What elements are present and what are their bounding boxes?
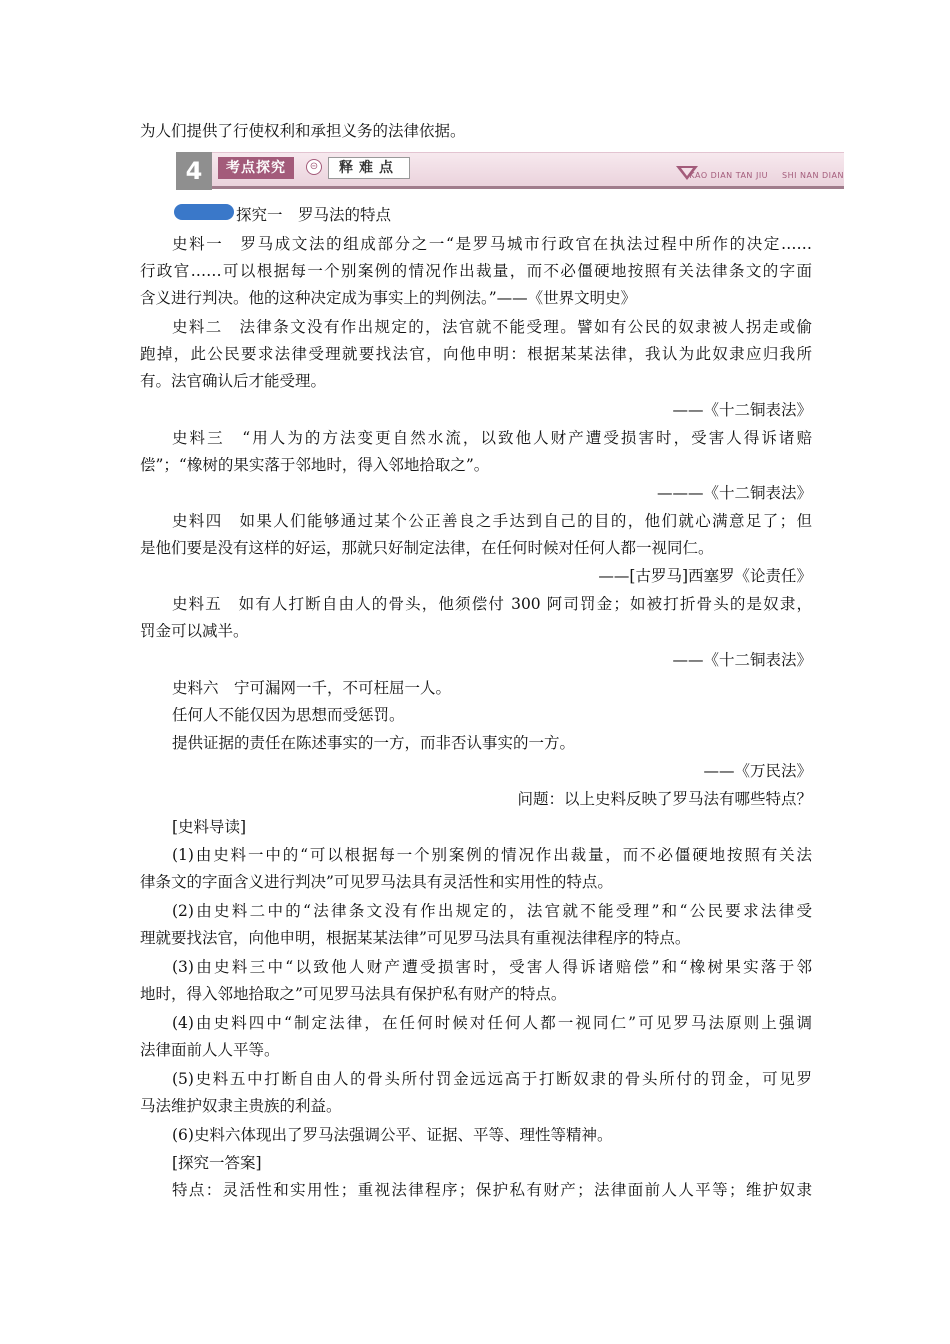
source-line: ——《十二铜表法》 — [672, 401, 812, 419]
text-line: 理就要找法官，向他申明，根据某某法律”可见罗马法具有重视法律程序的特点。 — [140, 929, 691, 947]
banner-english — [689, 171, 844, 180]
banner-english-2: SHI NAN DIAN — [782, 171, 844, 180]
text-line: 是他们要是没有这样的好运，那就只好制定法律，在任何时候对任何人都一视同仁。 — [140, 539, 714, 557]
text-line: 偿”；“橡树的果实落于邻地时，得入邻地拾取之”。 — [140, 456, 490, 474]
source-line: ——[古罗马]西塞罗《论责任》 — [598, 567, 812, 585]
text-line: 马法维护奴隶主贵族的利益。 — [140, 1097, 342, 1115]
text-line: (6)史料六体现出了罗马法强调公平、证据、平等、理性等精神。 — [172, 1126, 613, 1144]
banner-underline — [212, 186, 844, 189]
text-line: (3)由史料三中“以致他人财产遭受损害时，受害人得诉诸赔偿”和“橡树果实落于邻 — [172, 958, 812, 976]
text-line: 史料三 “用人为的方法变更自然水流，以致他人财产遭受损害时，受害人得诉诸赔 — [172, 429, 812, 447]
text-line: 地时，得入邻地拾取之”可见罗马法具有保护私有财产的特点。 — [140, 985, 567, 1003]
text-line: 史料一 罗马成文法的组成部分之一“是罗马城市行政官在执法过程中所作的决定…… — [172, 235, 812, 253]
banner-title: 释难点 — [328, 157, 410, 179]
text-line: 任何人不能仅因为思想而受惩罚。 — [172, 706, 405, 724]
text-line: 史料四 如果人们能够通过某个公正善良之手达到自己的目的，他们就心满意足了；但 — [172, 512, 812, 530]
source-line: ———《十二铜表法》 — [656, 484, 812, 502]
text-line: 有。法官确认后才能受理。 — [140, 372, 327, 390]
text-line: (5)史料五中打断自由人的骨头所付罚金远远高于打断奴隶的骨头所付的罚金，可见罗 — [172, 1070, 812, 1088]
source-line: ——《十二铜表法》 — [672, 651, 812, 669]
text-line: 法律面前人人平等。 — [140, 1041, 280, 1059]
intro-line: 为人们提供了行使权利和承担义务的法律依据。 — [140, 122, 466, 140]
banner-number: 4 — [176, 152, 212, 190]
text-line: 特点：灵活性和实用性；重视法律程序；保护私有财产；法律面前人人平等；维护奴隶 — [172, 1181, 812, 1199]
arrow-circle-icon: ⊝ — [306, 159, 322, 175]
question-line: 问题：以上史料反映了罗马法有哪些特点？ — [517, 790, 812, 808]
section-title: 探究一 罗马法的特点 — [236, 206, 392, 224]
text-line: 含义进行判决。他的这种决定成为事实上的判例法。”——《世界文明史》 — [140, 289, 637, 307]
banner-english-1: KAO DIAN TAN JIU — [689, 171, 769, 180]
text-line: (4)由史料四中“制定法律，在任何时候对任何人都一视同仁”可见罗马法原则上强调 — [172, 1014, 812, 1032]
text-line: 罚金可以减半。 — [140, 622, 249, 640]
text-line: 律条文的字面含义进行判决”可见罗马法具有灵活性和实用性的特点。 — [140, 873, 613, 891]
text-line: 跑掉，此公民要求法律受理就要找法官，向他申明：根据某某法律，我认为此奴隶应归我所 — [140, 345, 812, 363]
banner-tag: 考点探究 — [218, 157, 294, 179]
text-line: 提供证据的责任在陈述事实的一方，而非否认事实的一方。 — [172, 734, 576, 752]
section-banner — [176, 152, 844, 192]
subheading: [探究一答案] — [172, 1154, 262, 1172]
section-marker — [174, 204, 234, 220]
subheading: [史料导读] — [172, 818, 247, 836]
text-line: 史料五 如有人打断自由人的骨头，他须偿付 300 阿司罚金；如被打折骨头的是奴隶， — [172, 595, 812, 613]
text-line: (1)由史料一中的“可以根据每一个别案例的情况作出裁量，而不必僵硬地按照有关法 — [172, 846, 812, 864]
text-line: (2)由史料二中的“法律条文没有作出规定的，法官就不能受理”和“公民要求法律受 — [172, 902, 812, 920]
text-line: 史料二 法律条文没有作出规定的，法官就不能受理。譬如有公民的奴隶被人拐走或偷 — [172, 318, 812, 336]
text-line: 史料六 宁可漏网一千，不可枉屈一人。 — [172, 679, 452, 697]
source-line: ——《万民法》 — [703, 762, 812, 780]
text-line: 行政官……可以根据每一个别案例的情况作出裁量，而不必僵硬地按照有关法律条文的字面 — [140, 262, 812, 280]
